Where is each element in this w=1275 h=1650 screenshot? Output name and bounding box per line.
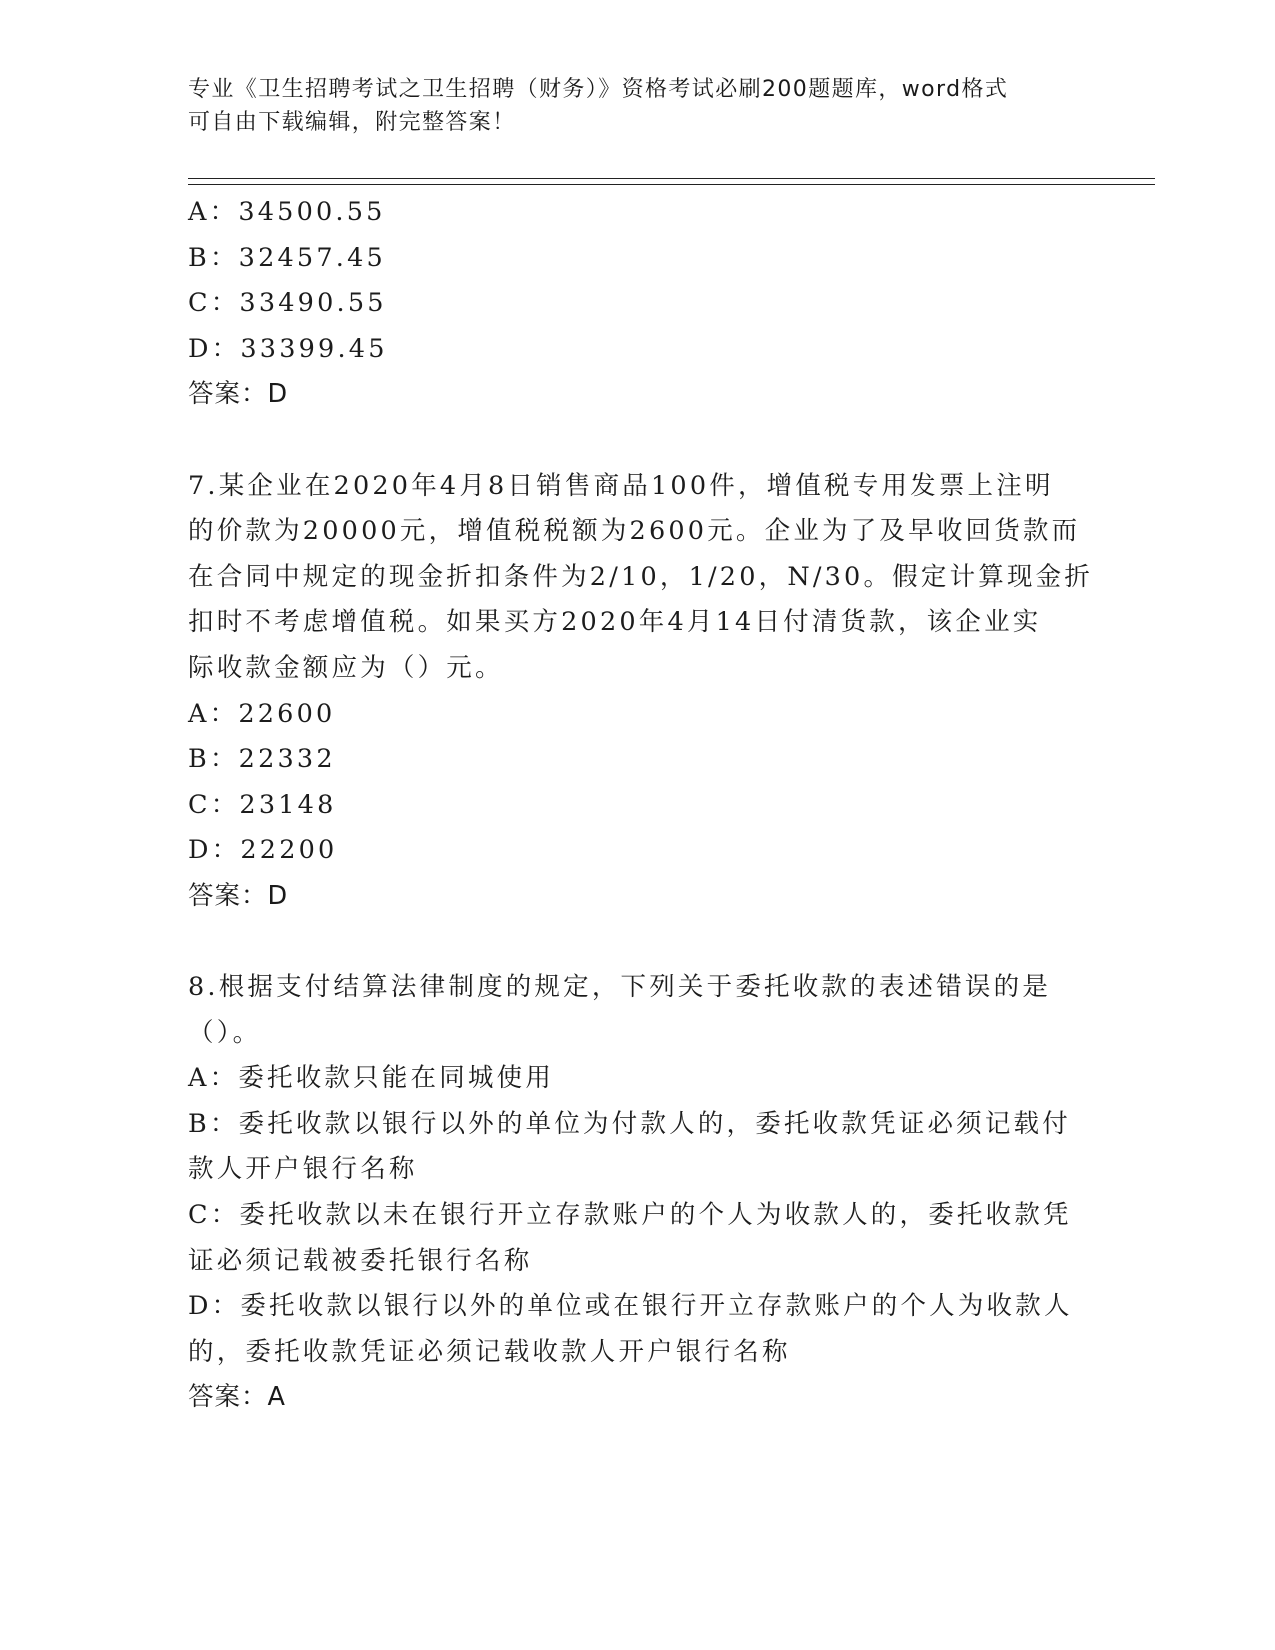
answer: 答案：D [188,379,289,410]
question-content [188,190,1094,1421]
option-d: D：22200 [188,835,338,866]
option-a: A：委托收款只能在同城使用 [188,1063,555,1094]
document-header [188,73,1068,139]
option-d: D：委托收款以银行以外的单位或在银行开立存款账户的个人为收款人 [188,1291,1073,1322]
question-stem-line: （）。 [188,1017,262,1048]
question-stem-line: 扣时不考虑增值税。如果买方2020年4月14日付清货款，该企业实 [188,607,1042,638]
spacer [188,418,1088,464]
question-stem-line: 7.某企业在2020年4月8日销售商品100件，增值税专用发票上注明 [188,470,1054,501]
option-c: C：33490.55 [188,288,387,319]
option-c-continued: 证必须记载被委托银行名称 [188,1245,533,1276]
header-divider-top [188,178,1155,179]
spacer [188,920,1088,966]
question-8 [188,965,1088,1421]
option-b: B：32457.45 [188,242,386,273]
option-a: A：34500.55 [188,197,386,227]
option-b-continued: 款人开户银行名称 [188,1154,418,1185]
answer: 答案：D [188,880,289,911]
option-a: A：22600 [188,698,336,729]
option-c: C：委托收款以未在银行开立存款账户的个人为收款人的，委托收款凭 [188,1200,1072,1231]
question-6 [188,190,1088,418]
header-line-2: 可自由下载编辑，附完整答案！ [188,110,516,135]
answer: 答案：A [188,1382,286,1413]
question-stem-line: 际收款金额应为（）元。 [188,652,504,683]
header-line-1: 专业《卫生招聘考试之卫生招聘（财务）》资格考试必刷200题题库，word格式 [188,77,1009,102]
question-stem-line: 的价款为20000元，增值税税额为2600元。企业为了及早收回货款而 [188,516,1081,547]
question-stem-line: 8.根据支付结算法律制度的规定，下列关于委托收款的表述错误的是 [188,972,1052,1003]
option-b: B：22332 [188,744,336,775]
option-c: C：23148 [188,789,337,820]
question-7 [188,464,1094,920]
option-d: D：33399.45 [188,333,388,364]
header-divider-bottom [188,184,1155,185]
option-d-continued: 的，委托收款凭证必须记载收款人开户银行名称 [188,1336,791,1367]
question-stem-line: 在合同中规定的现金折扣条件为2/10，1/20，N/30。假定计算现金折 [188,561,1094,592]
option-b: B：委托收款以银行以外的单位为付款人的，委托收款凭证必须记载付 [188,1108,1071,1139]
